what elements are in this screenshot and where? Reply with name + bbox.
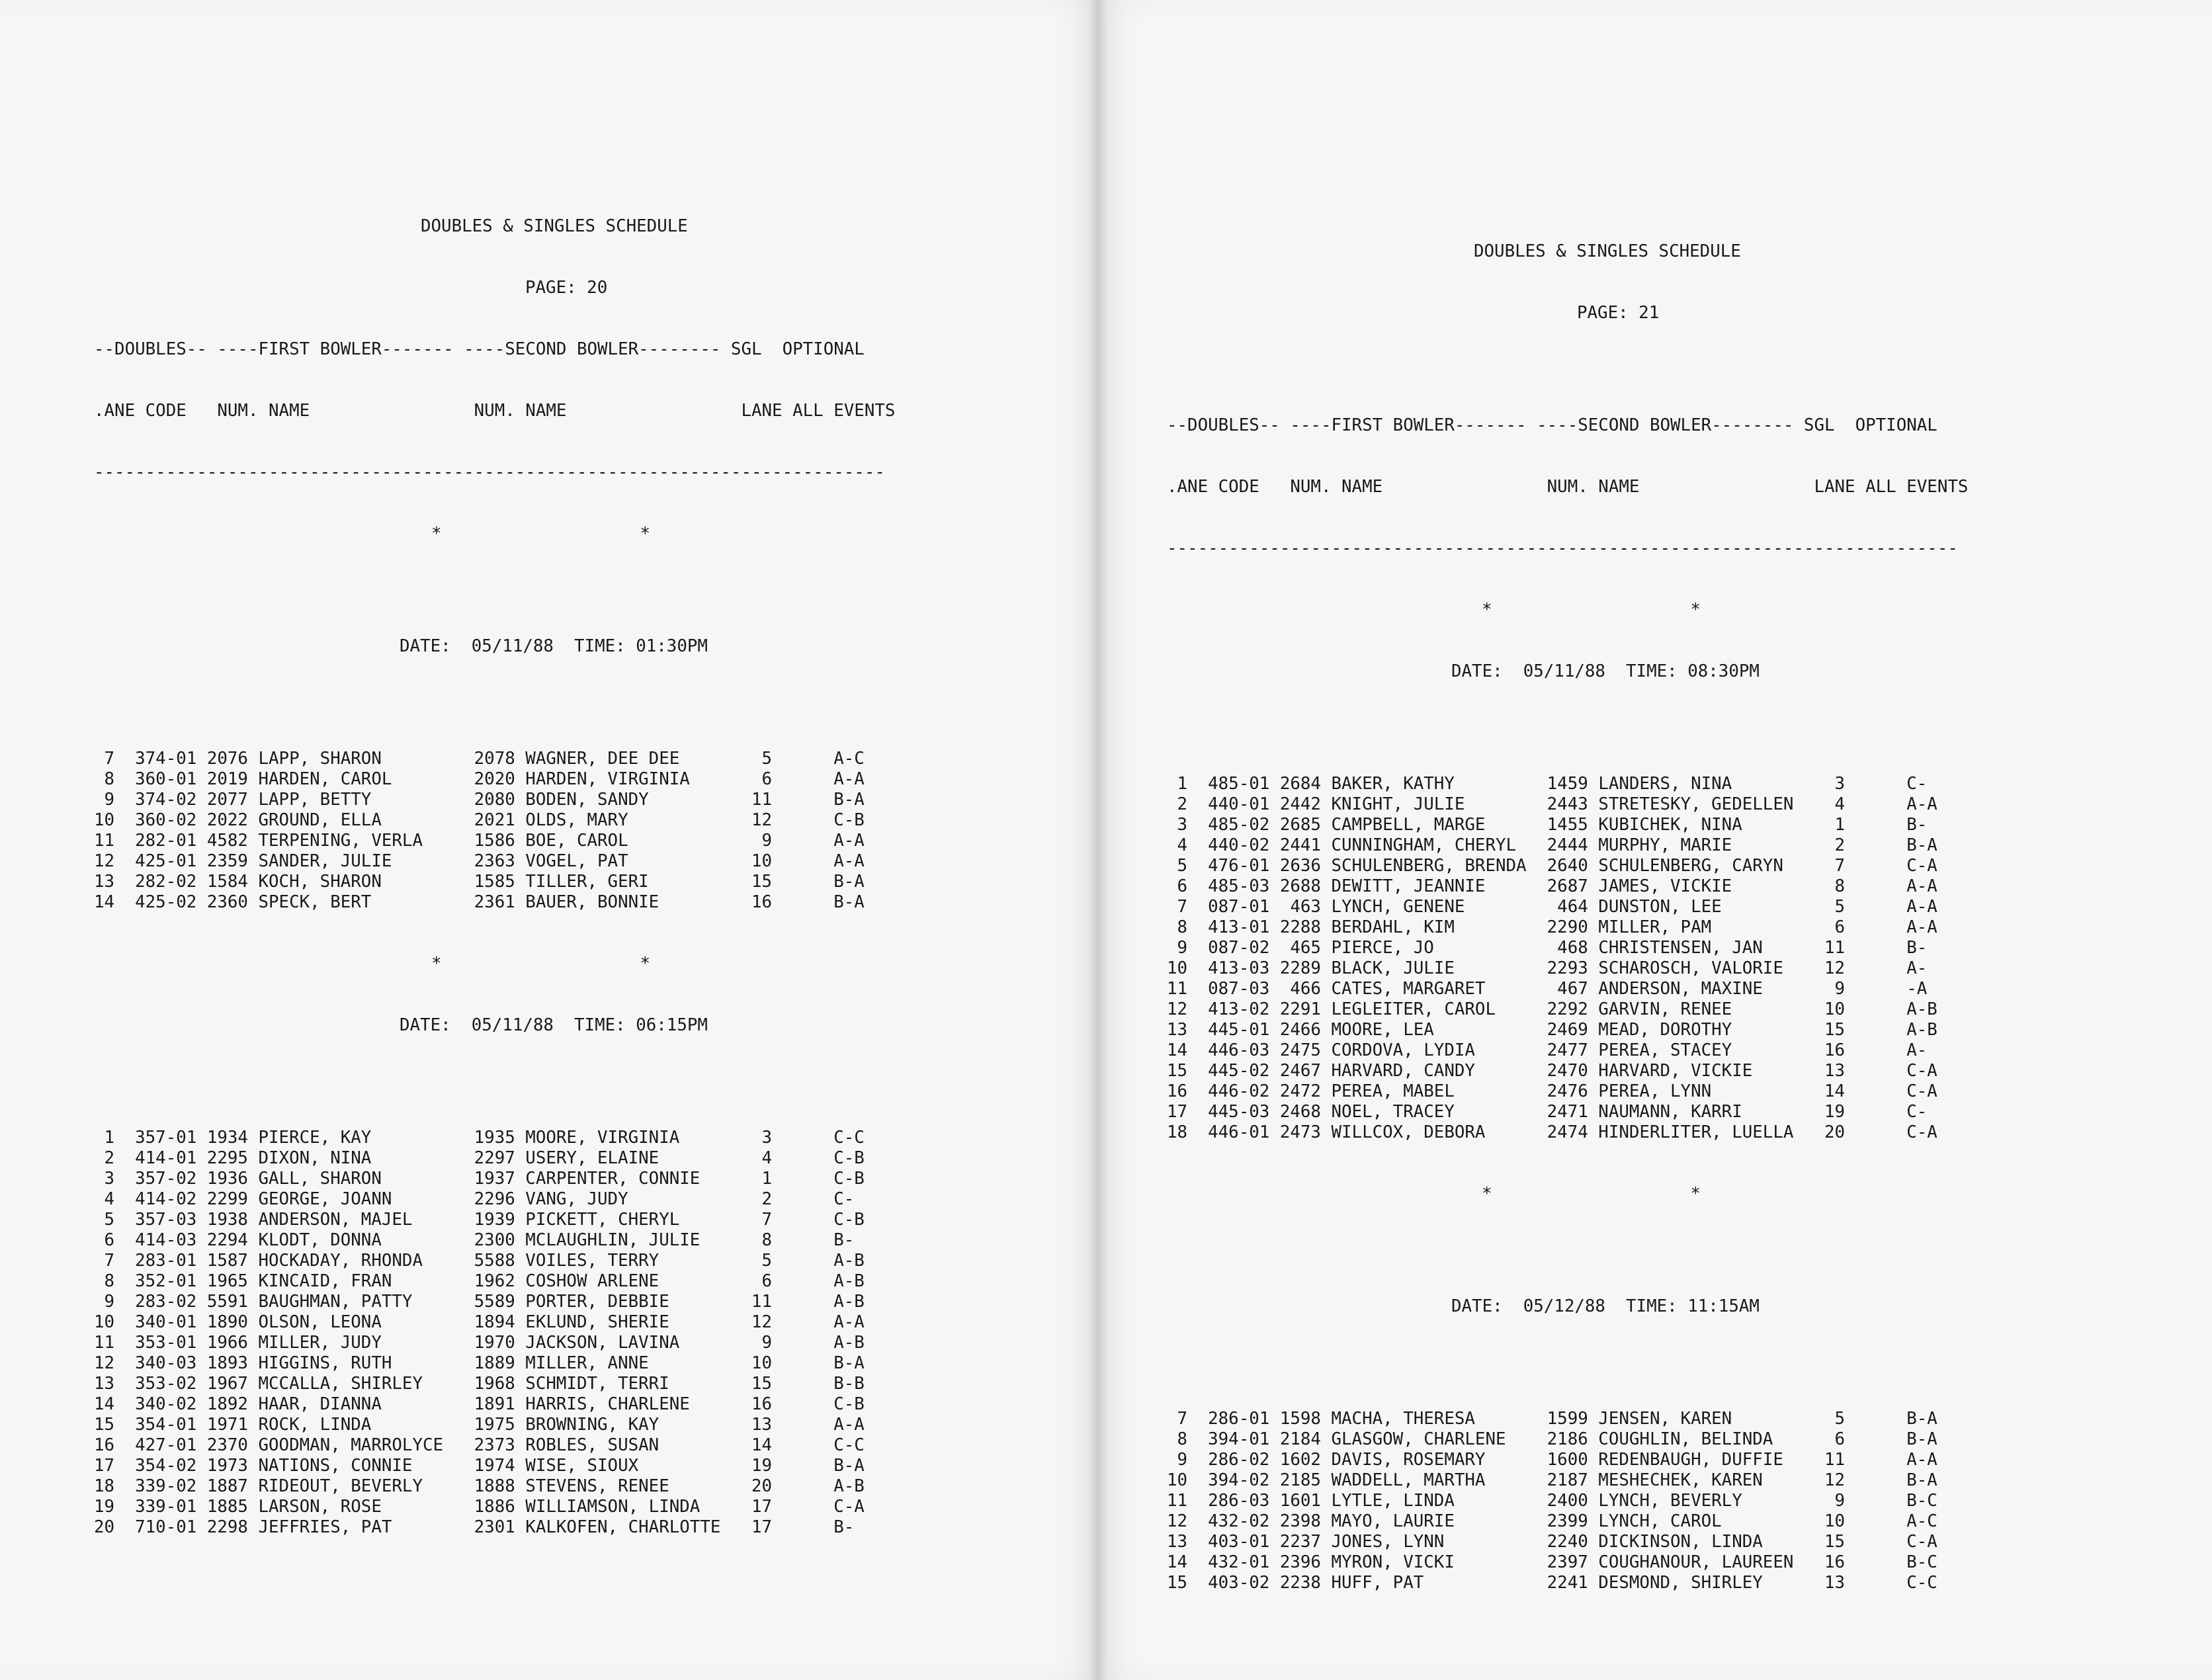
column-header-row-2: .ANE CODE NUM. NAME NUM. NAME LANE ALL EVENTS bbox=[94, 401, 896, 421]
schedule-row: 19 339-01 1885 LARSON, ROSE 1886 WILLIAMSON, LINDA 17 C-A bbox=[94, 1497, 865, 1517]
schedule-row: 3 485-02 2685 CAMPBELL, MARGE 1455 KUBICHEK, NINA 1 B- bbox=[1167, 815, 1928, 835]
schedule-row: 4 414-02 2299 GEORGE, JOANN 2296 VANG, JUDY 2 C- bbox=[94, 1189, 855, 1209]
page-number: PAGE: 21 bbox=[1577, 303, 1660, 323]
left-page bbox=[0, 0, 1098, 1680]
schedule-row: 16 427-01 2370 GOODMAN, MARROLYCE 2373 ROBLES, SUSAN 14 C-C bbox=[94, 1435, 865, 1455]
schedule-row: 18 446-01 2473 WILLCOX, DEBORA 2474 HINDERLITER, LUELLA 20 C-A bbox=[1167, 1122, 1937, 1142]
schedule-row: 6 414-03 2294 KLODT, DONNA 2300 MCLAUGHLIN, JULIE 8 B- bbox=[94, 1230, 855, 1250]
schedule-row: 12 413-02 2291 LEGLEITER, CAROL 2292 GARVIN, RENEE 10 A-B bbox=[1167, 999, 1937, 1019]
schedule-row: 15 403-02 2238 HUFF, PAT 2241 DESMOND, SHIRLEY 13 C-C bbox=[1167, 1573, 1937, 1593]
schedule-row: 5 357-03 1938 ANDERSON, MAJEL 1939 PICKETT, CHERYL 7 C-B bbox=[94, 1210, 865, 1230]
header-rule: ----------------------------------------------------------------------------- bbox=[94, 462, 885, 482]
schedule-row: 13 353-02 1967 MCCALLA, SHIRLEY 1968 SCHMIDT, TERRI 15 B-B bbox=[94, 1374, 865, 1394]
schedule-row: 18 339-02 1887 RIDEOUT, BEVERLY 1888 STEVENS, RENEE 20 A-B bbox=[94, 1476, 865, 1496]
schedule-row: 3 357-02 1936 GALL, SHARON 1937 CARPENTER, CONNIE 1 C-B bbox=[94, 1169, 865, 1189]
schedule-row: 11 286-03 1601 LYTLE, LINDA 2400 LYNCH, BEVERLY 9 B-C bbox=[1167, 1491, 1937, 1511]
schedule-row: 10 340-01 1890 OLSON, LEONA 1894 EKLUND, SHERIE 12 A-A bbox=[94, 1312, 865, 1332]
schedule-row: 7 283-01 1587 HOCKADAY, RHONDA 5588 VOILES, TERRY 5 A-B bbox=[94, 1251, 865, 1271]
schedule-row: 9 283-02 5591 BAUGHMAN, PATTY 5589 PORTER, DEBBIE 11 A-B bbox=[94, 1292, 865, 1312]
header-rule: ----------------------------------------------------------------------------- bbox=[1167, 538, 1958, 558]
schedule-row: 5 476-01 2636 SCHULENBERG, BRENDA 2640 SCHULENBERG, CARYN 7 C-A bbox=[1167, 856, 1937, 876]
schedule-row: 1 485-01 2684 BAKER, KATHY 1459 LANDERS, NINA 3 C- bbox=[1167, 774, 1928, 794]
schedule-row: 14 340-02 1892 HAAR, DIANNA 1891 HARRIS, CHARLENE 16 C-B bbox=[94, 1394, 865, 1414]
schedule-row: 12 425-01 2359 SANDER, JULIE 2363 VOGEL, PAT 10 A-A bbox=[94, 851, 865, 871]
session-separator: * * bbox=[1482, 600, 1701, 620]
schedule-row: 15 354-01 1971 ROCK, LINDA 1975 BROWNING, KAY 13 A-A bbox=[94, 1415, 865, 1435]
schedule-row: 10 394-02 2185 WADDELL, MARTHA 2187 MESHECHEK, KAREN 12 B-A bbox=[1167, 1470, 1937, 1490]
column-header-row-1: --DOUBLES-- ----FIRST BOWLER------- ----SECOND BOWLER-------- SGL OPTIONAL bbox=[1167, 415, 1937, 435]
schedule-row: 7 087-01 463 LYNCH, GENENE 464 DUNSTON, LEE 5 A-A bbox=[1167, 897, 1937, 917]
schedule-row: 10 360-02 2022 GROUND, ELLA 2021 OLDS, MARY 12 C-B bbox=[94, 810, 865, 830]
schedule-row: 8 413-01 2288 BERDAHL, KIM 2290 MILLER, PAM 6 A-A bbox=[1167, 917, 1937, 937]
session-rows bbox=[1167, 774, 1968, 1143]
right-schedule bbox=[1167, 200, 1968, 1634]
session-rows bbox=[94, 1128, 895, 1538]
schedule-row: 17 445-03 2468 NOEL, TRACEY 2471 NAUMANN, KARRI 19 C- bbox=[1167, 1102, 1928, 1122]
schedule-row: 8 360-01 2019 HARDEN, CAROL 2020 HARDEN, VIRGINIA 6 A-A bbox=[94, 769, 865, 789]
column-header-row-2: .ANE CODE NUM. NAME NUM. NAME LANE ALL EVENTS bbox=[1167, 477, 1969, 497]
schedule-row: 2 440-01 2442 KNIGHT, JULIE 2443 STRETESKY, GEDELLEN 4 A-A bbox=[1167, 794, 1937, 814]
schedule-row: 9 286-02 1602 DAVIS, ROSEMARY 1600 REDENBAUGH, DUFFIE 11 A-A bbox=[1167, 1450, 1937, 1470]
schedule-row: 11 282-01 4582 TERPENING, VERLA 1586 BOE, CAROL 9 A-A bbox=[94, 831, 865, 851]
page-number: PAGE: 20 bbox=[525, 278, 608, 298]
schedule-row: 9 087-02 465 PIERCE, JO 468 CHRISTENSEN, JAN 11 B- bbox=[1167, 938, 1928, 958]
page-title: DOUBLES & SINGLES SCHEDULE bbox=[421, 216, 688, 236]
column-header-row-1: --DOUBLES-- ----FIRST BOWLER------- ----SECOND BOWLER-------- SGL OPTIONAL bbox=[94, 339, 865, 359]
schedule-row: 7 286-01 1598 MACHA, THERESA 1599 JENSEN, KAREN 5 B-A bbox=[1167, 1409, 1937, 1429]
schedule-row: 10 413-03 2289 BLACK, JULIE 2293 SCHAROSCH, VALORIE 12 A- bbox=[1167, 958, 1928, 978]
session-date-line: DATE: 05/11/88 TIME: 01:30PM bbox=[400, 636, 708, 656]
session-separator: * * bbox=[1482, 1184, 1701, 1204]
session-rows bbox=[1167, 1409, 1968, 1593]
right-page bbox=[1098, 0, 2212, 1680]
schedule-row: 2 414-01 2295 DIXON, NINA 2297 USERY, ELAINE 4 C-B bbox=[94, 1148, 865, 1168]
schedule-row: 4 440-02 2441 CUNNINGHAM, CHERYL 2444 MURPHY, MARIE 2 B-A bbox=[1167, 835, 1937, 855]
schedule-row: 8 394-01 2184 GLASGOW, CHARLENE 2186 COUGHLIN, BELINDA 6 B-A bbox=[1167, 1429, 1937, 1449]
schedule-row: 7 374-01 2076 LAPP, SHARON 2078 WAGNER, DEE DEE 5 A-C bbox=[94, 749, 865, 769]
schedule-row: 11 087-03 466 CATES, MARGARET 467 ANDERSON, MAXINE 9 -A bbox=[1167, 979, 1928, 999]
schedule-row: 13 445-01 2466 MOORE, LEA 2469 MEAD, DOROTHY 15 A-B bbox=[1167, 1020, 1937, 1040]
schedule-row: 17 354-02 1973 NATIONS, CONNIE 1974 WISE, SIOUX 19 B-A bbox=[94, 1456, 865, 1476]
schedule-row: 1 357-01 1934 PIERCE, KAY 1935 MOORE, VIRGINIA 3 C-C bbox=[94, 1128, 865, 1148]
schedule-row: 14 446-03 2475 CORDOVA, LYDIA 2477 PEREA, STACEY 16 A- bbox=[1167, 1040, 1928, 1060]
schedule-row: 11 353-01 1966 MILLER, JUDY 1970 JACKSON, LAVINA 9 A-B bbox=[94, 1333, 865, 1353]
schedule-row: 14 425-02 2360 SPECK, BERT 2361 BAUER, BONNIE 16 B-A bbox=[94, 892, 865, 912]
schedule-row: 12 340-03 1893 HIGGINS, RUTH 1889 MILLER, ANNE 10 B-A bbox=[94, 1353, 865, 1373]
session-separator: * * bbox=[431, 954, 651, 974]
schedule-row: 16 446-02 2472 PEREA, MABEL 2476 PEREA, LYNN 14 C-A bbox=[1167, 1081, 1937, 1101]
schedule-row: 13 403-01 2237 JONES, LYNN 2240 DICKINSON, LINDA 15 C-A bbox=[1167, 1532, 1937, 1552]
book-gutter bbox=[1088, 0, 1108, 1680]
schedule-row: 6 485-03 2688 DEWITT, JEANNIE 2687 JAMES, VICKIE 8 A-A bbox=[1167, 876, 1937, 896]
session-separator: * * bbox=[431, 524, 651, 544]
session-date-line: DATE: 05/11/88 TIME: 08:30PM bbox=[1451, 661, 1760, 681]
session-rows bbox=[94, 749, 895, 913]
schedule-row: 20 710-01 2298 JEFFRIES, PAT 2301 KALKOFEN, CHARLOTTE 17 B- bbox=[94, 1517, 855, 1537]
schedule-row: 8 352-01 1965 KINCAID, FRAN 1962 COSHOW ARLENE 6 A-B bbox=[94, 1271, 865, 1291]
left-schedule bbox=[94, 175, 895, 1579]
schedule-row: 15 445-02 2467 HARVARD, CANDY 2470 HARVARD, VICKIE 13 C-A bbox=[1167, 1061, 1937, 1081]
schedule-row: 12 432-02 2398 MAYO, LAURIE 2399 LYNCH, CAROL 10 A-C bbox=[1167, 1511, 1937, 1531]
page-title: DOUBLES & SINGLES SCHEDULE bbox=[1474, 241, 1741, 261]
session-date-line: DATE: 05/12/88 TIME: 11:15AM bbox=[1451, 1296, 1760, 1316]
session-date-line: DATE: 05/11/88 TIME: 06:15PM bbox=[400, 1015, 708, 1035]
schedule-row: 13 282-02 1584 KOCH, SHARON 1585 TILLER, GERI 15 B-A bbox=[94, 872, 865, 892]
schedule-row: 9 374-02 2077 LAPP, BETTY 2080 BODEN, SANDY 11 B-A bbox=[94, 790, 865, 810]
schedule-row: 14 432-01 2396 MYRON, VICKI 2397 COUGHANOUR, LAUREEN 16 B-C bbox=[1167, 1552, 1937, 1572]
